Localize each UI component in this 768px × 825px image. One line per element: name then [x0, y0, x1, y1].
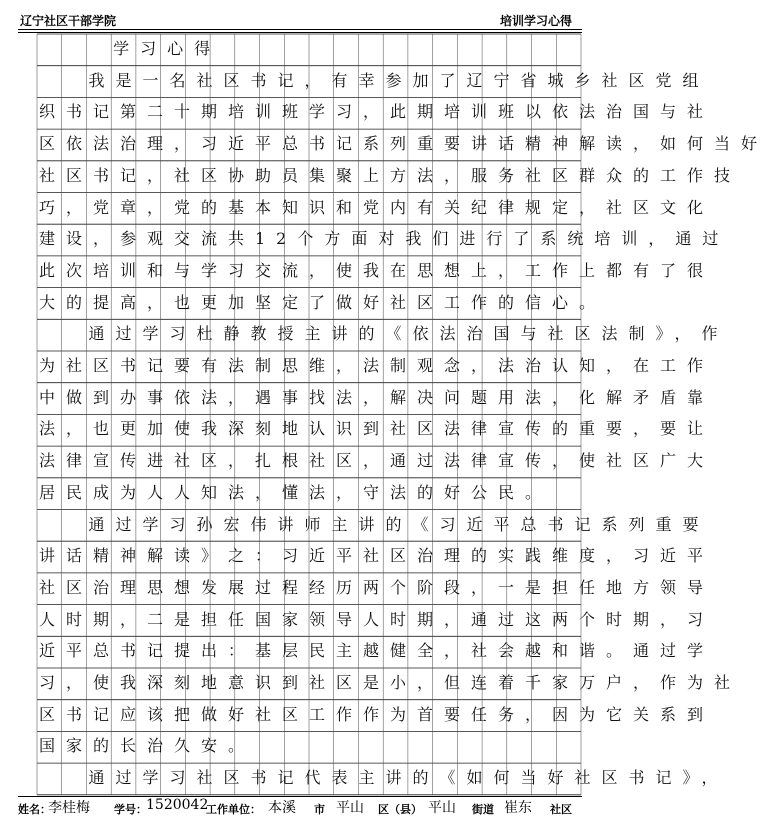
essay-line: 大的提高，也更加坚定了做好社区工作的信心。 — [39, 292, 607, 312]
name-value: 李桂梅 — [48, 800, 90, 816]
essay-line: 织书记第二十期培训班学习，此期培训班以依法治国与社 — [39, 102, 715, 122]
essay-line: 通过学习杜静教授主讲的《依法治国与社区法制》，作 — [88, 324, 729, 344]
essay-line: 此次培训和与学习交流，使我在思想上，工作上都有了很 — [39, 260, 715, 280]
city-value: 本溪 — [268, 800, 296, 816]
essay-line: 巧，党章，党的基本知识和党内有关纪律规定，社区文化 — [39, 197, 715, 217]
essay-line: 社区治理思想发展过程经历两个阶段，一是担任地方领导 — [39, 577, 715, 597]
essay-line: 法律宣传进社区，扎根社区，通过法律宣传，使社区广大 — [39, 451, 715, 471]
essay-line: 讲话精神解读》之：习近平社区治理的实践维度，习近平 — [39, 546, 715, 566]
essay-line: 我是一名社区书记，有幸参加了辽宁省城乡社区党组 — [88, 70, 710, 90]
essay-grid — [37, 34, 768, 795]
community-label: 社区 — [550, 803, 572, 816]
district-value: 平山 — [336, 800, 364, 816]
essay-line: 人时期，二是担任国家领导人时期，通过这两个时期，习 — [39, 609, 715, 629]
header-doc-type: 培训学习心得 — [499, 14, 572, 28]
community-value: 崔东 — [504, 800, 532, 816]
work-unit-label: 工作单位： — [206, 803, 261, 816]
essay-line: 区书记应该把做好社区工作作为首要任务，因为它关系到 — [39, 704, 715, 724]
student-id-label: 学号： — [114, 803, 147, 816]
essay-title: 学习心得 — [113, 39, 222, 58]
essay-line: 建设，参观交流共12个方面对我们进行了系统培训，通过 — [39, 229, 730, 249]
student-id-value: 1520042 — [146, 797, 209, 813]
essay-line: 通过学习孙宏伟讲师主讲的《习近平总书记系列重要 — [88, 514, 710, 534]
essay-line: 区依法治理，习近平总书记系列重要讲话精神解读，如何当好 — [39, 134, 768, 154]
essay-line: 法，也更加使我深刻地认识到社区法律宣传的重要，要让 — [39, 419, 715, 439]
name-label: 姓名： — [18, 803, 51, 816]
essay-line: 近平总书记提出：基层民主越健全，社会越和谐。通过学 — [39, 641, 715, 661]
street-value: 平山 — [428, 800, 456, 816]
city-label: 市 — [314, 803, 325, 816]
header-school-name: 辽宁社区干部学院 — [20, 14, 117, 28]
street-label: 街道 — [472, 803, 494, 816]
essay-line: 居民成为人人知法，懂法，守法的好公民。 — [39, 482, 553, 502]
district-label: 区（县） — [378, 803, 422, 816]
essay-line: 通过学习社区书记代表主讲的《如何当好社区书记》， — [88, 768, 729, 788]
essay-line: 社区书记，社区协助员集聚上方法，服务社区群众的工作技 — [39, 165, 742, 185]
essay-line: 国家的长治久安。 — [39, 736, 256, 756]
essay-line: 中做到办事依法，遇事找法，解决问题用法，化解矛盾靠 — [39, 387, 715, 407]
essay-line: 为社区书记要有法制思维，法制观念，法治认知，在工作 — [39, 356, 715, 375]
page-footer — [18, 793, 582, 821]
essay-line: 习，使我深刻地意识到社区是小，但连着千家万户，作为社 — [39, 673, 742, 692]
